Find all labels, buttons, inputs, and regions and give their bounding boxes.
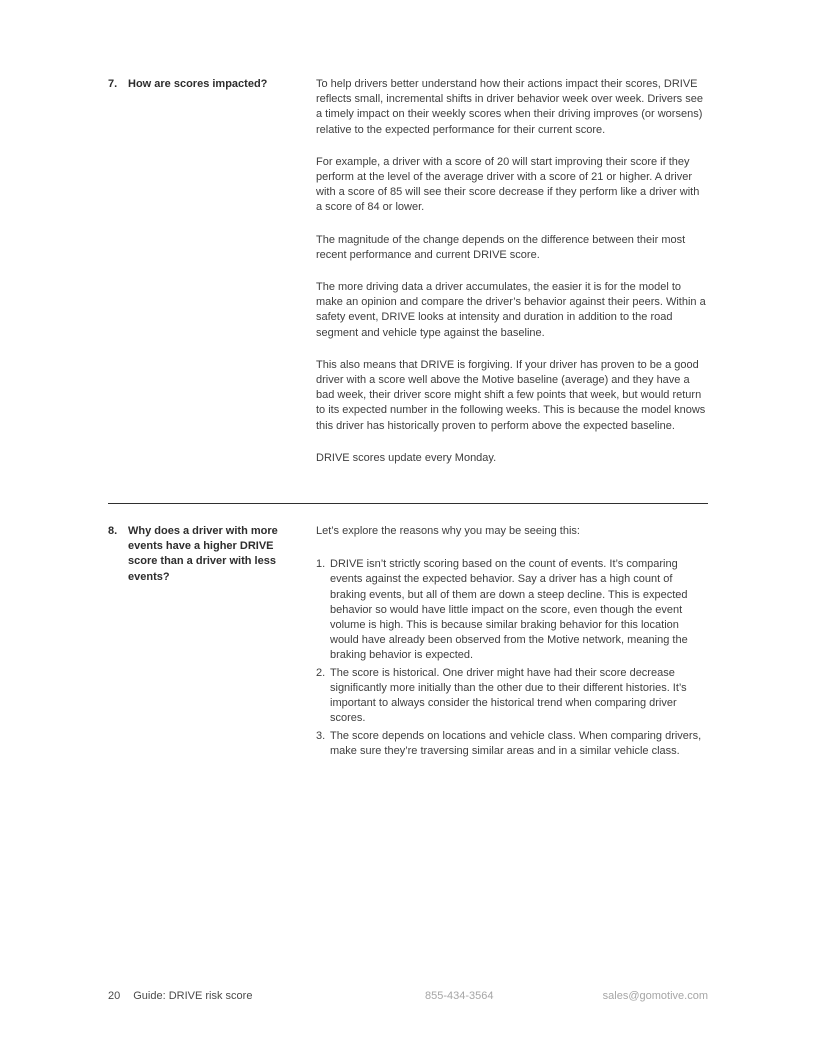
list-item: DRIVE isn’t strictly scoring based on the count of events. It’s comparing events against the expected behavior. Say a driver has a high count of braking events, but all of them are down a steep decline. This is expected behavior so would have little impact on the score, even though the event volume is high. This is because similar braking behavior for this location would have already been observed from the Motive network, meaning the braking behavior is expected. bbox=[330, 558, 688, 662]
list-item: The score is historical. One driver might have had their score decrease significantly more initially than the other due to their different histories. It’s important to always consider the historical trend when comparing driver scores. bbox=[330, 666, 687, 725]
answer-paragraph: This also means that DRIVE is forgiving. If your driver has proven to be a good driver with a score well above the Motive baseline (average) and they have a bad week, their driver score might shift a few points that week, but would return to its expected number in the following weeks. This is because the model knows this driver has historically proven to perform above the expected baseline. bbox=[316, 358, 706, 432]
answer-column-7 bbox=[316, 77, 708, 466]
faq-section-8 bbox=[108, 524, 708, 761]
answer-paragraph: The magnitude of the change depends on the difference between their most recent performance and current DRIVE score. bbox=[316, 233, 686, 261]
question-column-7 bbox=[108, 77, 316, 92]
faq-section-7 bbox=[108, 77, 708, 466]
page-number: 20 bbox=[108, 990, 121, 1002]
question-text: How are scores impacted? bbox=[128, 78, 268, 90]
section-divider bbox=[108, 503, 708, 504]
answer-paragraph: For example, a driver with a score of 20 will start improving their score if they perform at the level of the average driver with a score of 21 or higher. A driver with a score of 85 will see their score decrease if they perform like a driver with a score of 84 or lower. bbox=[316, 155, 700, 214]
footer-phone: 855-434-3564 bbox=[425, 990, 494, 1002]
question-number: 8. bbox=[108, 525, 118, 538]
reason-list bbox=[316, 557, 708, 759]
answer-paragraph: DRIVE scores update every Monday. bbox=[316, 451, 497, 464]
faq-content bbox=[108, 77, 708, 761]
question-number: 7. bbox=[108, 78, 118, 90]
footer-doc-info bbox=[108, 989, 252, 1004]
answer-column-8 bbox=[316, 524, 708, 761]
doc-title: Guide: DRIVE risk score bbox=[133, 990, 253, 1002]
footer-email: sales@gomotive.com bbox=[602, 990, 708, 1002]
answer-paragraph: To help drivers better understand how their actions impact their scores, DRIVE reflects small, incremental shifts in driver behavior week over week. Drivers see a timely impact on their weekly scores when their driving improves (or worsens) relative to the expected performance for their current score. bbox=[316, 78, 703, 136]
answer-paragraph: The more driving data a driver accumulates, the easier it is for the model to make an opinion and compare the driver’s behavior against their peers. Within a safety event, DRIVE looks at intensity and duration in addition to the road segment and vehicle type against the baseline. bbox=[316, 281, 706, 339]
list-item: The score depends on locations and vehicle class. When comparing drivers, make sure they’re traversing similar areas and in a similar vehicle class. bbox=[330, 729, 702, 757]
answer-intro: Let’s explore the reasons why you may be seeing this: bbox=[316, 525, 580, 538]
question-text: Why does a driver with more events have a higher DRIVE score than a driver with less events? bbox=[128, 525, 278, 583]
question-column-8 bbox=[108, 524, 316, 585]
page-footer bbox=[108, 989, 708, 1005]
